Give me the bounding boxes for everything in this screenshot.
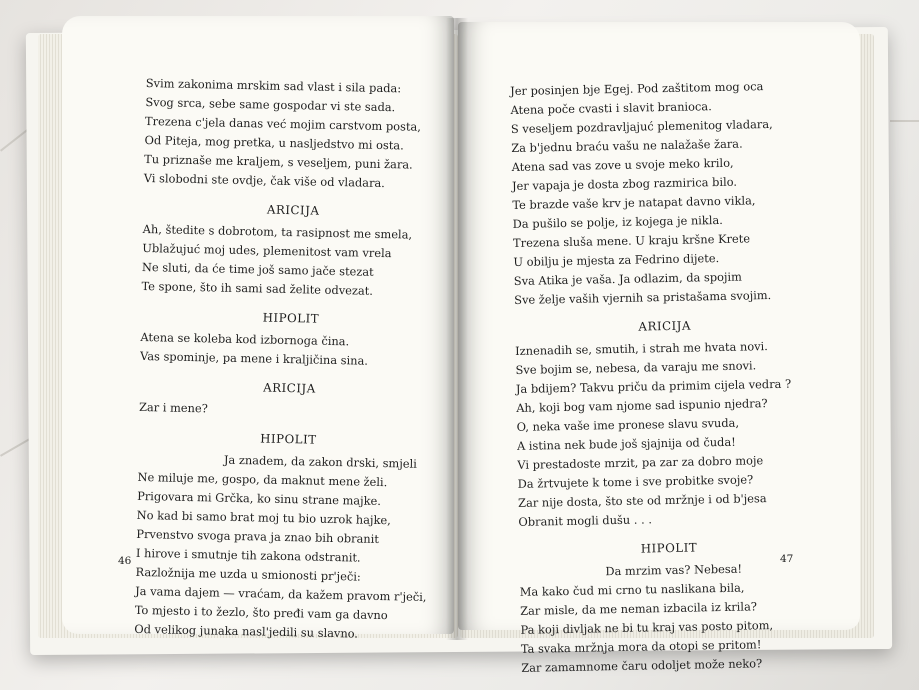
speaker-name: ARICIJA — [263, 380, 316, 396]
left-page — [62, 16, 454, 641]
verse-line: Da žrtvujete k tome i sve probitke svoje? — [517, 472, 754, 491]
verse-line: Te brazde vaše krv je natapat davno vikla, — [512, 193, 756, 212]
verse-line: Trezena sluša mene. U kraju kršne Krete — [512, 231, 751, 250]
verse-line: Da mrzim vas? Nebesa! — [605, 561, 743, 579]
verse-line: Atena poče cvasti i slavit branioca. — [510, 99, 712, 117]
verse-line: Ja znadem, da zakon drski, smjeli — [223, 452, 418, 471]
verse-line: Sve bojim se, nebesa, da varaju me snovi. — [515, 358, 757, 377]
right-page-text — [510, 76, 821, 678]
verse-line: Prigovara mi Grčka, ko sinu strane majke. — [137, 488, 382, 509]
verse-line: Ne sluti, da će time još samo jače stezat — [141, 259, 374, 279]
right-page-number: 47 — [780, 553, 794, 565]
verse-line: Razložnija me uzda u smionosti pr'ječi: — [135, 564, 361, 584]
verse-line: Od velikog junaka nasl'jedili su slavno. — [134, 621, 359, 641]
speaker-name: HIPOLIT — [640, 540, 698, 556]
verse-line: S veseljem pozdravljajuć plemenitog vladara, — [510, 116, 773, 136]
verse-line: Ah, štedite s dobrotom, ta rasipnost me smela, — [142, 221, 413, 242]
floor-tile-seam — [890, 120, 919, 122]
verse-line: U obilju je mjesta za Fedrino dijete. — [513, 251, 720, 269]
verse-line: Za b'jednu braću vašu ne nalažaše žara. — [511, 136, 743, 155]
verse-line: To mjesto i to žezlo, što pređi vam ga davno — [134, 602, 388, 623]
verse-line: Pa koji divljak ne bi tu kraj vas posto pitom, — [520, 618, 774, 637]
verse-line: Zar i mene? — [138, 399, 208, 416]
verse-line: Vi prestadoste mrzit, pa zar za dobro moje — [517, 453, 764, 472]
verse-line: Zar nije dosta, što ste od mržnje i od b'jesa — [517, 491, 767, 510]
book-gutter — [446, 18, 468, 640]
verse-line: Atena sad vas zove u svoje meko krilo, — [511, 155, 734, 174]
verse-line: Jer vapaja je dosta zbog razmirica bilo. — [511, 174, 738, 193]
verse-line: Zar zamamnome čaru odoljet može neko? — [521, 656, 763, 675]
verse-line: Te spone, što ih sami sad želite odvezat. — [141, 278, 374, 298]
verse-line: Ma kako čud mi crno tu naslikana bila, — [519, 580, 745, 599]
speaker-name: HIPOLIT — [262, 310, 320, 326]
verse-line: Ja vama dajem — vraćam, da kažem pravom r'ječi, — [135, 583, 427, 604]
verse-line: Atena se koleba kod izbornoga čina. — [140, 329, 350, 349]
verse-line: Obranit mogli dušu . . . — [518, 512, 652, 529]
verse-line: Da pušilo se polje, iz kojega je nikla. — [512, 212, 723, 231]
verse-line: Iznenadih se, smutih, i strah me hvata novi. — [515, 339, 768, 358]
verse-line: Tu priznaše me kraljem, s veseljem, puni žara. — [144, 151, 413, 172]
verse-line: A istina nek bude još sjajnija od čuda! — [516, 434, 736, 453]
left-page-number: 46 — [118, 555, 132, 567]
verse-line: Zar misle, da me neman izbacila iz krila? — [520, 599, 758, 618]
verse-line: Prvenstvo svoga prava ja znao bih obranit — [136, 526, 380, 546]
verse-line: Od Piteja, mog pretka, u nasljedstvo mi osta. — [144, 132, 404, 153]
verse-line: Ja bdijem? Takvu priču da primim cijela vedra ? — [515, 376, 792, 396]
verse-line: Trezena c'jela danas već mojim carstvom posta, — [144, 113, 422, 134]
verse-line: O, neka vaše ime pronese slavu svuda, — [516, 415, 740, 434]
left-page-text — [134, 74, 446, 645]
verse-line: Vi slobodni ste ovdje, čak više od vladara. — [143, 170, 386, 191]
verse-line: Ta svaka mržnja mora da otopi se pritom! — [520, 637, 762, 656]
verse-line: Vas spominje, pa mene i kraljičina sina. — [139, 348, 369, 368]
verse-line: Ah, koji bog vam njome sad ispunio njedra? — [516, 396, 768, 415]
verse-line: Ublažujuć moj udes, plemenitost vam vrela — [142, 240, 392, 261]
verse-line: Svim zakonima mrskim sad vlast i sila pada: — [145, 75, 402, 96]
verse-line: I hirove i smutnje tih zakona odstranit. — [135, 545, 361, 565]
right-page — [458, 22, 860, 675]
speaker-name: HIPOLIT — [260, 431, 317, 447]
verse-line: Svog srca, sebe same gospodar vi ste sada. — [145, 94, 396, 115]
verse-line: Jer posinjen bje Egej. Pod zaštitom mog oca — [510, 79, 764, 98]
verse-line: Ne miluje me, gospo, da maknut mene želi. — [137, 469, 388, 490]
verse-line: No kad bi samo brat moj tu bio uzrok hajke, — [136, 507, 391, 528]
verse-line: Sva Atika je vaša. Ja odlazim, da spojim — [513, 269, 743, 288]
speaker-name: ARICIJA — [266, 202, 320, 218]
speaker-name: ARICIJA — [638, 318, 692, 334]
verse-line: Sve želje vaših vjernih sa pristašama svojim. — [514, 288, 772, 307]
